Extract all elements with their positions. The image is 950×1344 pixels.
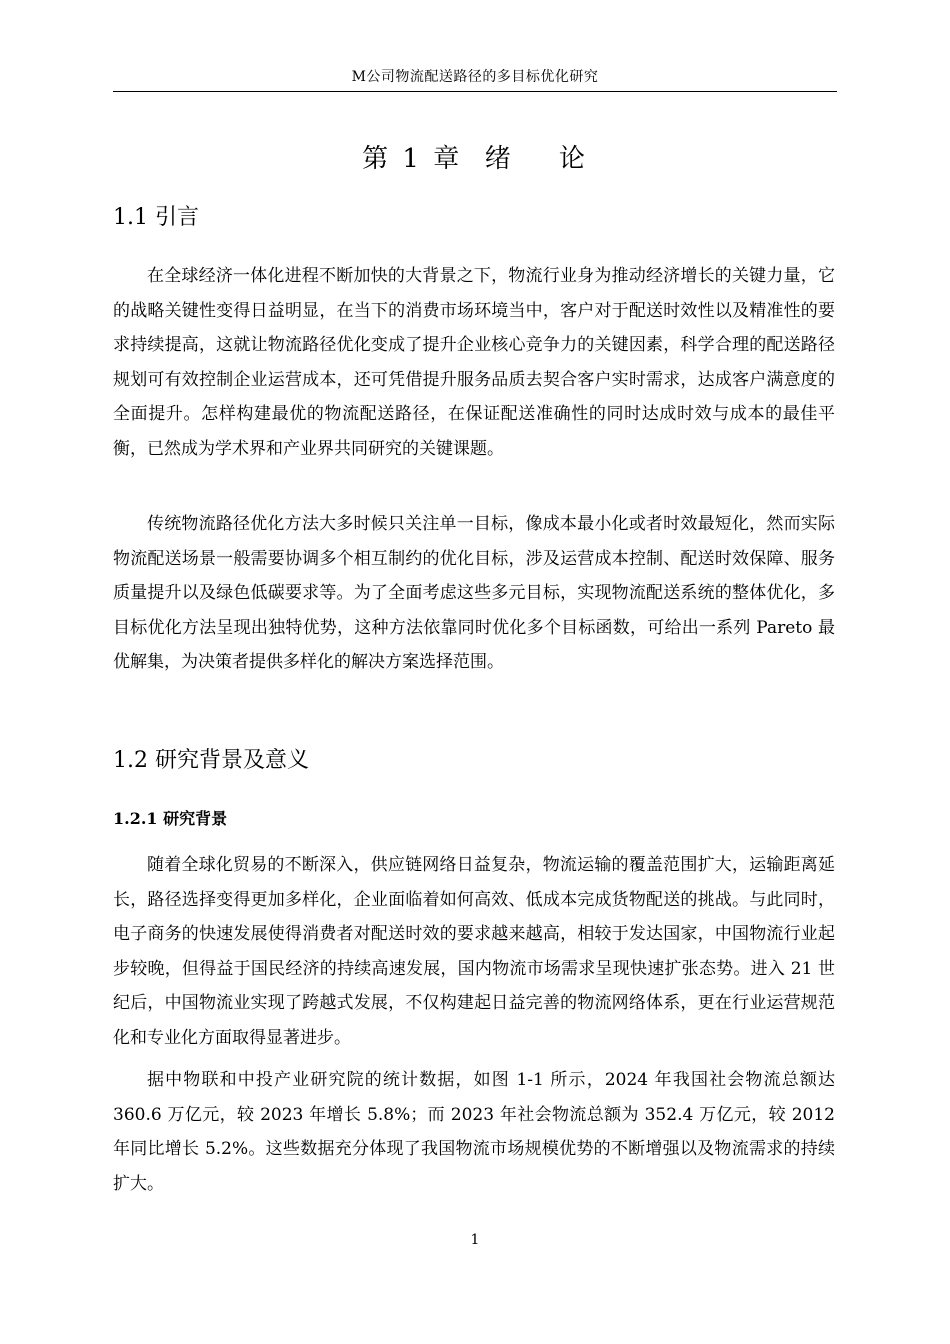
chapter-title: 第 1 章 绪 论 bbox=[362, 144, 588, 174]
running-header: M公司物流配送路径的多目标优化研究 bbox=[113, 66, 837, 92]
subsection-heading-1-2-1: 1.2.1 研究背景 bbox=[113, 809, 228, 828]
paragraph: 随着全球化贸易的不断深入，供应链网络日益复杂，物流运输的覆盖范围扩大，运输距离延长，路径选择变得更加多样化，企业面临着如何高效、低成本完成货物配送的挑战。与此同时，电子商务的快速发展使得消费者对配送时效的要求越来越高，相较于发达国家，中国物流行业起步较晚，但得益于国民经济的持续高速发展，国内物流市场需求呈现快速扩张态势。进入 21 世纪后，中国物流业实现了跨越式发展，不仅构建起日益完善的物流网络体系，更在行业运营规范化和专业化方面取得显著进步。 bbox=[113, 855, 835, 1048]
section-heading-1-1: 1.1 引言 bbox=[113, 205, 199, 230]
section-heading-1-2: 1.2 研究背景及意义 bbox=[113, 748, 309, 773]
paragraph: 据中物联和中投产业研究院的统计数据，如图 1-1 所示，2024 年我国社会物流总额达 360.6 万亿元，较 2023 年增长 5.8%；而 2023 年社会物流总额为 352.4 万亿元，较 2012 年同比增长 5.2%。这些数据充分体现了我国物流市场规模优势的不断增强以及物流需求的持续扩大。 bbox=[113, 1070, 835, 1194]
paragraph: 在全球经济一体化进程不断加快的大背景之下，物流行业身为推动经济增长的关键力量，它的战略关键性变得日益明显，在当下的消费市场环境当中，客户对于配送时效性以及精准性的要求持续提高，这就让物流路径优化变成了提升企业核心竞争力的关键因素，科学合理的配送路径规划可有效控制企业运营成本，还可凭借提升服务品质去契合客户实时需求，达成客户满意度的全面提升。怎样构建最优的物流配送路径，在保证配送准确性的同时达成时效与成本的最佳平衡，已然成为学术界和产业界共同研究的关键课题。 bbox=[113, 266, 835, 459]
paragraph: 传统物流路径优化方法大多时候只关注单一目标，像成本最小化或者时效最短化，然而实际物流配送场景一般需要协调多个相互制约的优化目标，涉及运营成本控制、配送时效保障、服务质量提升以及绿色低碳要求等。为了全面考虑这些多元目标，实现物流配送系统的整体优化，多目标优化方法呈现出独特优势，这种方法依靠同时优化多个目标函数，可给出一系列 Pareto 最优解集，为决策者提供多样化的解决方案选择范围。 bbox=[113, 514, 835, 672]
page-number: 1 bbox=[470, 1232, 480, 1248]
